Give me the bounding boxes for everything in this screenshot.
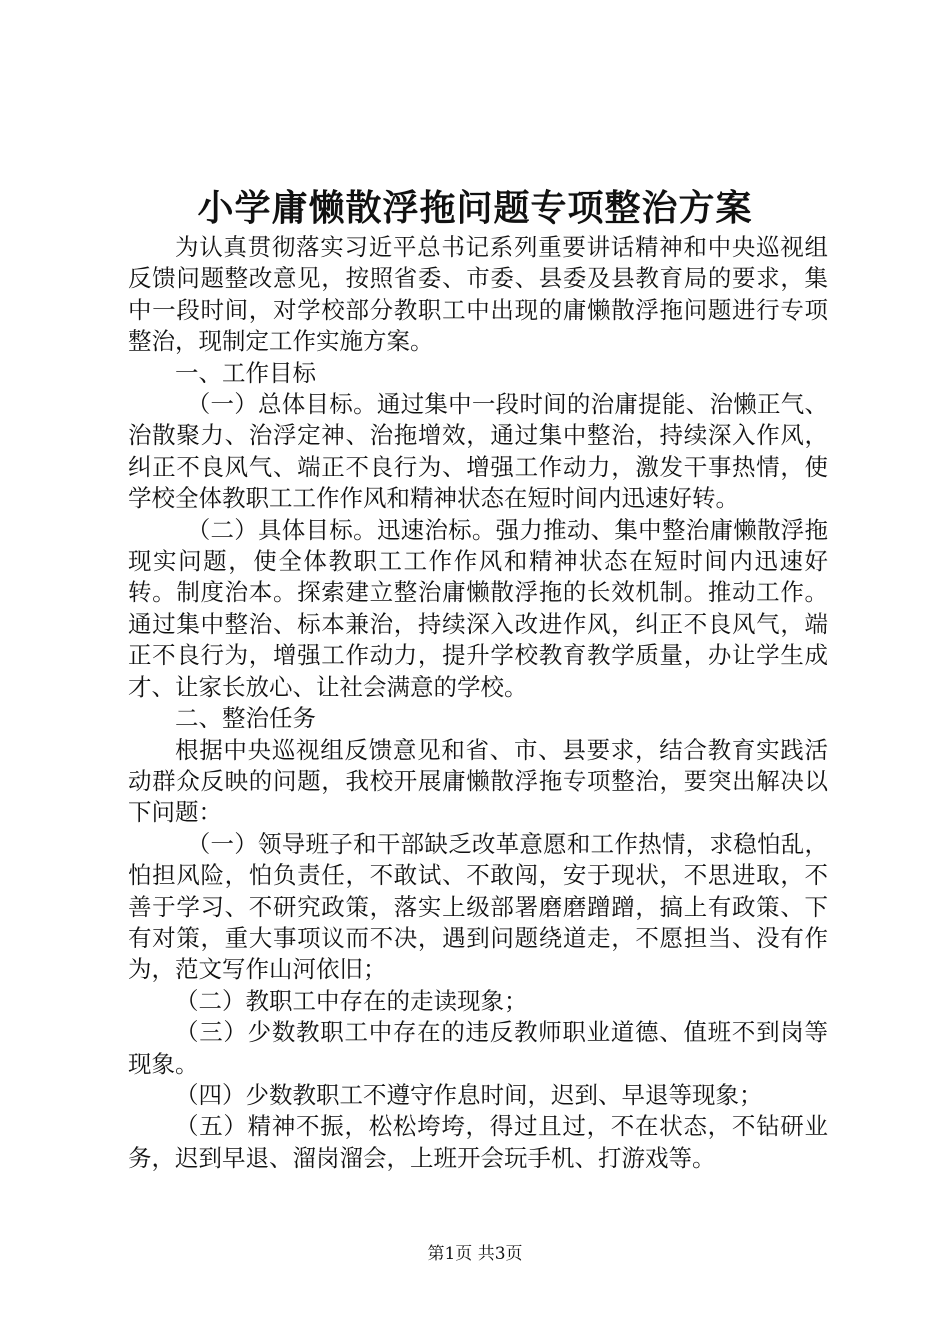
document-title: 小学庸懒散浮拖问题专项整治方案 — [197, 187, 753, 229]
intro-paragraph: 为认真贯彻落实习近平总书记系列重要讲话精神和中央巡视组反馈问题整改意见，按照省委、市委、县委及县教育局的要求，集中一段时间，对学校部分教职工中出现的庸懒散浮拖问题进行专项整治，现制定工作实施方案。 — [128, 233, 828, 356]
page-number: 第1页 — [427, 1244, 473, 1264]
page-total: 共3页 — [477, 1244, 523, 1264]
paragraph-specific-goal: （二）具体目标。迅速治标。强力推动、集中整治庸懒散浮拖现实问题，使全体教职工工作作风和精神状态在短时间内迅速好转。制度治本。探索建立整治庸懒散浮拖的长效机制。推动工作。通过集中整治、标本兼治，持续深入改进作风，纠正不良风气，端正不良行为，增强工作动力，提升学校教育教学质量，办让学生成才、让家长放心、让社会满意的学校。 — [128, 515, 828, 701]
paragraph-overall-goal: （一）总体目标。通过集中一段时间的治庸提能、治懒正气、治散聚力、治浮定神、治拖增效，通过集中整治，持续深入作风，纠正不良风气、端正不良行为、增强工作动力，激发干事热情，使学校全体教职工工作作风和精神状态在短时间内迅速好转。 — [128, 390, 828, 513]
task-item-5: （五）精神不振，松松垮垮，得过且过，不在状态，不钻研业务，迟到早退、溜岗溜会，上班开会玩手机、打游戏等。 — [128, 1112, 828, 1172]
task-item-3: （三）少数教职工中存在的违反教师职业道德、值班不到岗等现象。 — [128, 1018, 828, 1078]
task-item-2: （二）教职工中存在的走读现象； — [175, 986, 528, 1015]
task-item-4: （四）少数教职工不遵守作息时间，迟到、早退等现象； — [175, 1080, 763, 1109]
document-body — [128, 232, 828, 1174]
section-heading-goals: 一、工作目标 — [175, 358, 316, 387]
page-footer — [0, 1242, 950, 1266]
paragraph-tasks-intro: 根据中央巡视组反馈意见和省、市、县要求，结合教育实践活动群众反映的问题，我校开展庸懒散浮拖专项整治，要突出解决以下问题： — [128, 735, 828, 827]
section-heading-tasks: 二、整治任务 — [175, 704, 316, 733]
task-item-1: （一）领导班子和干部缺乏改革意愿和工作热情，求稳怕乱，怕担风险，怕负责任，不敢试、不敢闯，安于现状，不思进取，不善于学习、不研究政策，落实上级部署磨磨蹭蹭，搞上有政策、下有对策，重大事项议而不决，遇到问题绕道走，不愿担当、没有作为，范文写作山河依旧； — [128, 829, 828, 984]
